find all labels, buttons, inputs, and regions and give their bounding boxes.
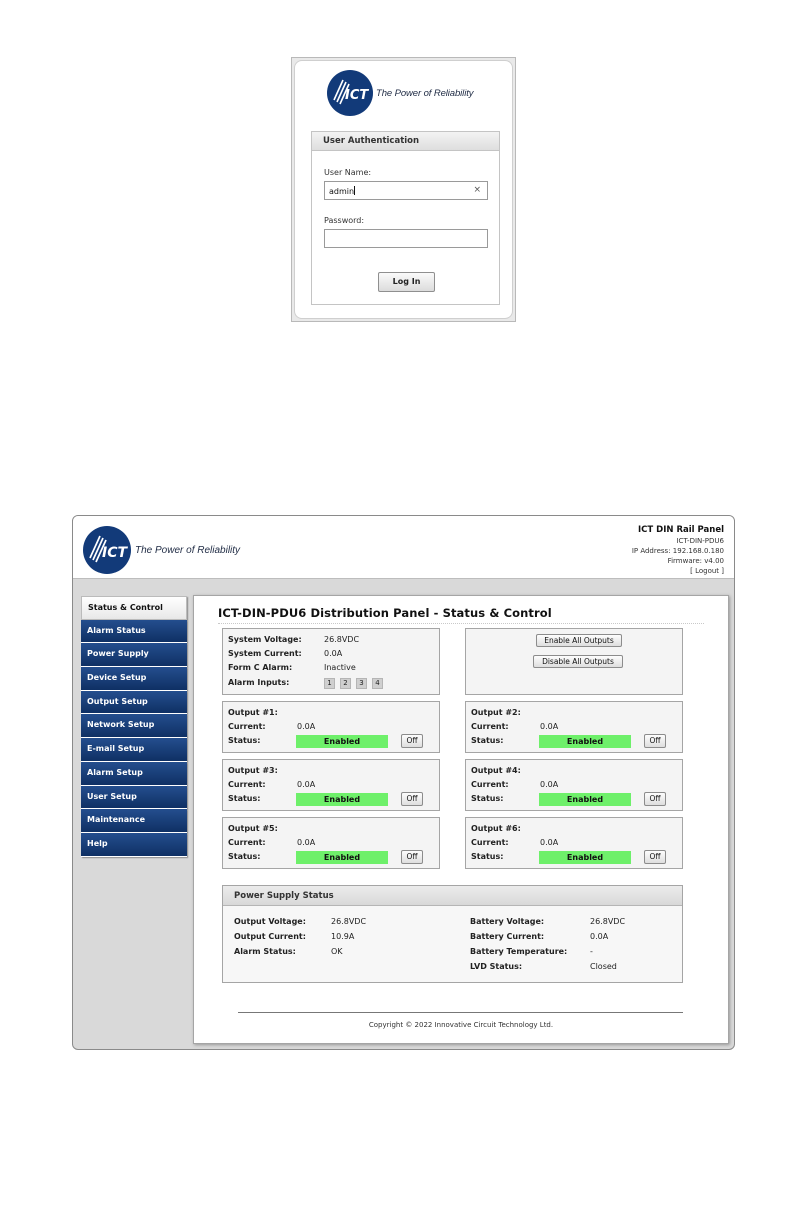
output-current-value: 10.9A	[331, 932, 355, 941]
output-3-status-label: Status:	[228, 794, 261, 803]
output-5-status-badge: Enabled	[296, 851, 388, 864]
system-current-label: System Current:	[228, 649, 302, 658]
system-current-value: 0.0A	[324, 649, 343, 658]
device-model: ICT-DIN-PDU6	[676, 537, 724, 545]
system-status-panel	[222, 628, 440, 695]
ip-address: IP Address: 192.168.0.180	[631, 547, 724, 555]
main-content	[193, 595, 729, 1044]
user-authentication-box	[311, 131, 500, 305]
system-voltage-label: System Voltage:	[228, 635, 302, 644]
power-supply-status-title: Power Supply Status	[223, 886, 682, 906]
footer-divider	[238, 1012, 683, 1013]
output-1-title: Output #1:	[228, 708, 278, 717]
tagline: The Power of Reliability	[376, 87, 474, 99]
password-input[interactable]	[324, 229, 488, 248]
alarm-inputs-label: Alarm Inputs:	[228, 678, 290, 687]
output-4-off-button[interactable]: Off	[644, 792, 666, 806]
firmware-version: Firmware: v4.00	[667, 557, 724, 565]
login-window	[291, 57, 516, 322]
output-3-title: Output #3:	[228, 766, 278, 775]
svg-text:ICT: ICT	[102, 545, 128, 561]
username-value: admin	[329, 187, 355, 196]
output-5-off-button[interactable]: Off	[401, 850, 423, 864]
auth-section-title: User Authentication	[312, 132, 499, 151]
output-4-title: Output #4:	[471, 766, 521, 775]
login-button[interactable]: Log In	[378, 272, 435, 292]
svg-text:ICT: ICT	[345, 88, 369, 103]
ict-logo-icon	[83, 526, 131, 574]
output-4-current-value: 0.0A	[540, 780, 559, 789]
copyright-text: Copyright © 2022 Innovative Circuit Technology Ltd.	[368, 1021, 554, 1029]
output-6-status-label: Status:	[471, 852, 504, 861]
output-5-current-label: Current:	[228, 838, 266, 847]
system-voltage-value: 26.8VDC	[324, 635, 360, 644]
sidebar-item-device-setup[interactable]: Device Setup	[81, 667, 187, 691]
output-1-status-label: Status:	[228, 736, 261, 745]
sidebar-item-maintenance[interactable]: Maintenance	[81, 809, 187, 833]
alarm-input-2: 2	[340, 678, 351, 689]
sidebar-nav	[81, 596, 187, 857]
enable-all-outputs-button[interactable]: Enable All Outputs	[536, 634, 622, 647]
output-6-current-value: 0.0A	[540, 838, 559, 847]
login-logo	[327, 70, 473, 116]
battery-current-value: 0.0A	[590, 932, 609, 941]
device-info	[632, 524, 724, 576]
lvd-status-label: LVD Status:	[470, 962, 523, 971]
output-2-current-label: Current:	[471, 722, 509, 731]
alarm-status-label: Alarm Status:	[234, 947, 296, 956]
battery-temperature-label: Battery Temperature:	[470, 947, 568, 956]
sidebar-item-email-setup[interactable]: E-mail Setup	[81, 738, 187, 762]
alarm-status-value: OK	[331, 947, 343, 956]
disable-all-outputs-button[interactable]: Disable All Outputs	[533, 655, 623, 668]
sidebar-item-help[interactable]: Help	[81, 833, 187, 857]
username-label: User Name:	[324, 168, 372, 177]
output-3-current-value: 0.0A	[297, 780, 316, 789]
dashboard-window	[72, 515, 735, 1050]
output-6-title: Output #6:	[471, 824, 521, 833]
output-2-current-value: 0.0A	[540, 722, 559, 731]
output-5-title: Output #5:	[228, 824, 278, 833]
power-supply-status-panel	[222, 885, 683, 983]
login-card	[294, 60, 513, 319]
output-2-panel	[465, 701, 683, 753]
output-4-current-label: Current:	[471, 780, 509, 789]
battery-current-label: Battery Current:	[470, 932, 545, 941]
text-caret	[354, 186, 355, 195]
ict-logo-icon	[327, 70, 373, 116]
output-1-off-button[interactable]: Off	[401, 734, 423, 748]
output-current-label: Output Current:	[234, 932, 306, 941]
output-2-off-button[interactable]: Off	[644, 734, 666, 748]
output-6-current-label: Current:	[471, 838, 509, 847]
output-4-status-label: Status:	[471, 794, 504, 803]
output-2-status-label: Status:	[471, 736, 504, 745]
output-1-current-value: 0.0A	[297, 722, 316, 731]
alarm-input-4: 4	[372, 678, 383, 689]
output-3-off-button[interactable]: Off	[401, 792, 423, 806]
sidebar-item-output-setup[interactable]: Output Setup	[81, 691, 187, 715]
sidebar-item-alarm-setup[interactable]: Alarm Setup	[81, 762, 187, 786]
password-label: Password:	[324, 216, 365, 225]
output-4-status-badge: Enabled	[539, 793, 631, 806]
output-3-status-badge: Enabled	[296, 793, 388, 806]
output-4-panel	[465, 759, 683, 811]
output-1-current-label: Current:	[228, 722, 266, 731]
output-3-panel	[222, 759, 440, 811]
output-voltage-value: 26.8VDC	[331, 917, 367, 926]
output-6-status-badge: Enabled	[539, 851, 631, 864]
output-2-title: Output #2:	[471, 708, 521, 717]
output-3-current-label: Current:	[228, 780, 266, 789]
sidebar-item-alarm-status[interactable]: Alarm Status	[81, 620, 187, 644]
username-input[interactable]	[324, 181, 488, 200]
dashboard-header	[73, 516, 734, 579]
panel-title: ICT DIN Rail Panel	[638, 525, 724, 535]
sidebar-item-status-control[interactable]: Status & Control	[81, 596, 187, 620]
header-logo	[83, 526, 240, 574]
alarm-input-1: 1	[324, 678, 335, 689]
output-6-panel	[465, 817, 683, 869]
output-2-status-badge: Enabled	[539, 735, 631, 748]
output-1-status-badge: Enabled	[296, 735, 388, 748]
lvd-status-value: Closed	[590, 962, 617, 971]
battery-temperature-value: -	[590, 947, 593, 956]
output-1-panel	[222, 701, 440, 753]
alarm-input-3: 3	[356, 678, 367, 689]
logout-link[interactable]: [ Logout ]	[690, 567, 724, 575]
form-c-alarm-value: Inactive	[324, 663, 356, 672]
battery-voltage-value: 26.8VDC	[590, 917, 626, 926]
sidebar-item-network-setup[interactable]: Network Setup	[81, 714, 187, 738]
title-divider	[218, 623, 704, 624]
tagline: The Power of Reliability	[135, 544, 241, 556]
output-5-status-label: Status:	[228, 852, 261, 861]
sidebar-item-user-setup[interactable]: User Setup	[81, 786, 187, 810]
output-6-off-button[interactable]: Off	[644, 850, 666, 864]
battery-voltage-label: Battery Voltage:	[470, 917, 545, 926]
global-controls-panel	[465, 628, 683, 695]
form-c-alarm-label: Form C Alarm:	[228, 663, 293, 672]
output-5-current-value: 0.0A	[297, 838, 316, 847]
clear-input-icon[interactable]: ×	[473, 185, 481, 195]
sidebar-item-power-supply[interactable]: Power Supply	[81, 643, 187, 667]
output-5-panel	[222, 817, 440, 869]
output-voltage-label: Output Voltage:	[234, 917, 306, 926]
page-title: ICT-DIN-PDU6 Distribution Panel - Status & Control	[218, 606, 552, 620]
